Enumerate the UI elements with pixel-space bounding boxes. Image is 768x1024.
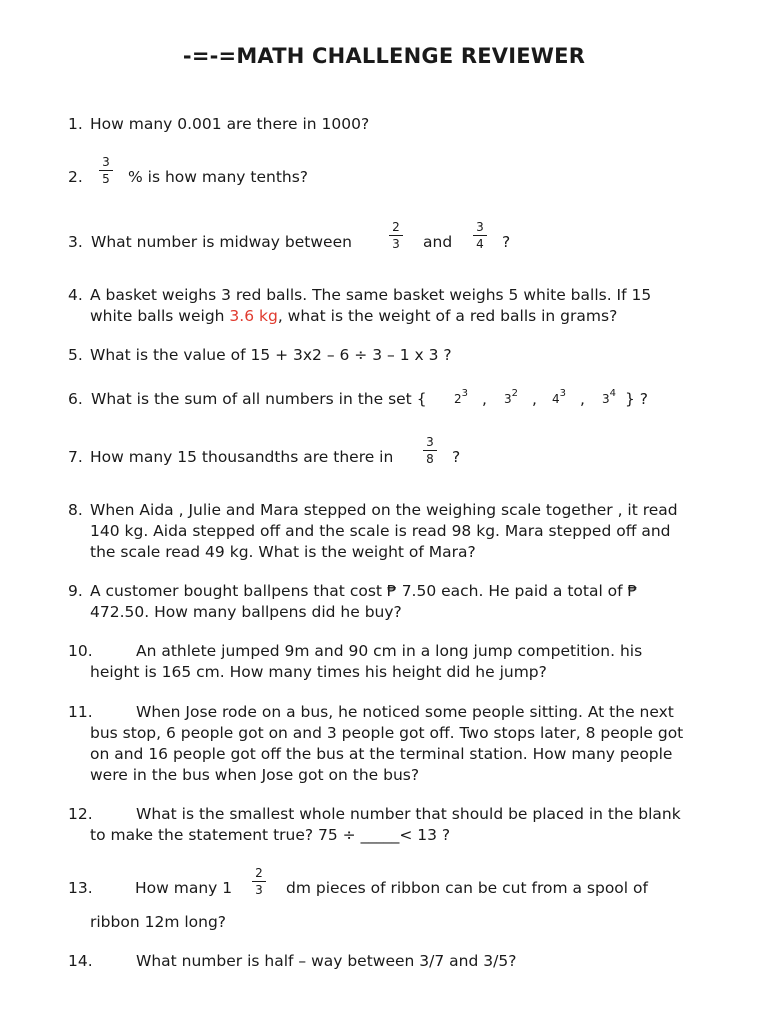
power: $4^3$ [552, 388, 567, 406]
power: $3^2$ [504, 388, 519, 406]
fraction: 2 3 [252, 866, 266, 897]
question-text: % is how many tenths? [128, 168, 309, 186]
question-11 [68, 702, 728, 786]
question-number: 10. [68, 642, 93, 660]
question-number: 6. [68, 390, 83, 408]
question-text: What is the value of 15 + 3x2 – 6 ÷ 3 – 1 x 3 ? [90, 346, 452, 364]
question-number: 11. [68, 703, 93, 721]
question-text: When Aida , Julie and Mara stepped on the weighing scale together , it read 140 kg. Aida stepped off and the scale is read 98 kg. Mara stepped off and the scale read 49 kg. What is the weight of Mara? [90, 501, 678, 561]
question-number: 5. [68, 346, 83, 364]
question-text: What number is midway between [91, 233, 352, 251]
question-text: What is the sum of all numbers in the set { [91, 390, 427, 408]
question-text: How many 0.001 are there in 1000? [90, 115, 370, 133]
question-number: 8. [68, 501, 83, 519]
power: $2^3$ [454, 388, 469, 406]
fraction: 3 5 [99, 155, 113, 186]
question-number: 1. [68, 115, 83, 133]
question-text: dm pieces of ribbon can be cut from a spool of [286, 879, 648, 897]
question-2 [68, 155, 728, 195]
question-text: ribbon 12m long? [90, 913, 227, 931]
question-number: 9. [68, 582, 83, 600]
question-number: 13. [68, 879, 93, 897]
question-text: What is the smallest whole number that should be placed in the blank to make the statement true? 75 ÷ _____< 13 ? [90, 805, 681, 844]
question-text: ? [452, 448, 461, 466]
question-4 [68, 285, 728, 327]
fraction: 3 8 [423, 435, 437, 466]
question-text: What number is half – way between 3/7 and 3/5? [136, 952, 517, 970]
question-10 [68, 641, 728, 683]
power: $3^4$ [602, 388, 617, 406]
question-12 [68, 804, 728, 846]
question-number: 12. [68, 805, 93, 823]
question-number: 3. [68, 233, 83, 251]
question-text: When Jose rode on a bus, he noticed some people sitting. At the next bus stop, 6 people got on and 3 people got off. Two stops later, 8 people got on and 16 people got off the bus at the terminal station. How many people were in the bus when Jose got on the bus? [90, 703, 684, 784]
question-text: and [423, 233, 453, 251]
question-text: ? [502, 233, 511, 251]
page-title: -=-=MATH CHALLENGE REVIEWER [182, 44, 586, 68]
question-13 [68, 866, 728, 936]
question-3 [68, 220, 728, 260]
question-number: 4. [68, 286, 83, 304]
question-number: 2. [68, 168, 83, 186]
question-text: A basket weighs 3 red balls. The same basket weighs 5 white balls. If 15 white balls weigh 3.6 kg, what is the weight of a red balls in grams? [90, 286, 652, 325]
question-1 [68, 114, 728, 135]
question-number: 7. [68, 448, 83, 466]
fraction: 2 3 [389, 220, 403, 251]
question-6: 6. What is the sum of all numbers in the set { $2^3$ , $3^2$ , $4^3$ , $3^4$ } ? [68, 389, 728, 413]
question-text: How many 15 thousandths are there in [90, 448, 394, 466]
highlighted-value: 3.6 kg [229, 307, 278, 325]
question-5 [68, 345, 728, 366]
question-number: 14. [68, 952, 93, 970]
question-text: A customer bought ballpens that cost ₱ 7.50 each. He paid a total of ₱ 472.50. How many ballpens did he buy? [90, 582, 638, 621]
question-8 [68, 500, 728, 563]
question-9 [68, 581, 728, 623]
fraction: 3 4 [473, 220, 487, 251]
question-7 [68, 435, 728, 475]
question-text: How many 1 [135, 879, 233, 897]
question-14 [68, 951, 728, 972]
question-text: An athlete jumped 9m and 90 cm in a long jump competition. his height is 165 cm. How many times his height did he jump? [90, 642, 643, 681]
question-text: } ? [625, 390, 649, 408]
